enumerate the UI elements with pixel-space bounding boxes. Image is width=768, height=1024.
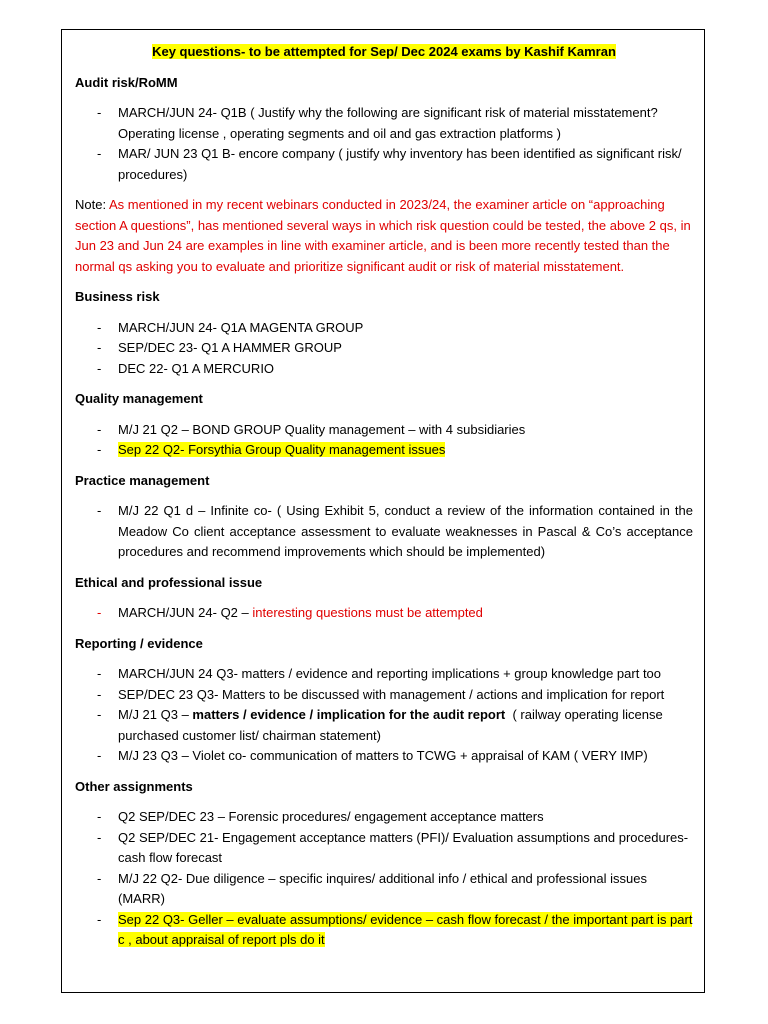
list-item: - MARCH/JUN 24- Q1A MAGENTA GROUP xyxy=(75,318,693,339)
list-item: - M/J 22 Q2- Due diligence – specific inquires/ additional info / ethical and professional issues (MARR) xyxy=(75,869,693,910)
note-paragraph xyxy=(75,195,693,277)
list-item: - M/J 22 Q1 d – Infinite co- ( Using Exhibit 5, conduct a review of the information contained in the Meadow Co client acceptance assessment to evaluate weaknesses in Pascal & Co’s acceptance procedures and recommend improvements which should be implemented) xyxy=(75,501,693,563)
list-item xyxy=(75,603,693,624)
document-title: Key questions- to be attempted for Sep/ Dec 2024 exams by Kashif Kamran xyxy=(152,44,616,59)
list-item: - MARCH/JUN 24 Q3- matters / evidence and reporting implications + group knowledge part too xyxy=(75,664,693,685)
item-red-text: interesting questions must be attempted xyxy=(252,605,483,620)
ethical-list xyxy=(75,603,693,624)
section-heading-business-risk: Business risk xyxy=(75,289,160,304)
list-item: - MAR/ JUN 23 Q1 B- encore company ( justify why inventory has been identified as significant risk/ procedures) xyxy=(75,144,693,185)
list-item: - DEC 22- Q1 A MERCURIO xyxy=(75,359,693,380)
other-assignments-list xyxy=(75,807,693,951)
quality-management-list xyxy=(75,420,693,461)
list-item xyxy=(75,440,693,461)
section-heading-practice-management: Practice management xyxy=(75,472,210,488)
list-item xyxy=(75,705,693,746)
section-heading-audit-risk: Audit risk/RoMM xyxy=(75,74,178,90)
business-risk-list xyxy=(75,318,693,380)
list-item xyxy=(75,910,693,951)
practice-management-list xyxy=(75,501,693,563)
list-item: - Q2 SEP/DEC 21- Engagement acceptance matters (PFI)/ Evaluation assumptions and procedures- cash flow forecast xyxy=(75,828,693,869)
highlighted-text: Sep 22 Q3- Geller – evaluate assumptions/ evidence – cash flow forecast / the important part is part c , about appraisal of report pls do it xyxy=(118,911,693,947)
note-text: As mentioned in my recent webinars conducted in 2023/24, the examiner article on “approaching section A questions”, has mentioned several ways in which risk question could be tested, the above 2 qs, in Jun 23 and Jun 24 are examples in line with examiner article, and is been more recently tested than the normal qs asking you to evaluate and prioritize significant audit or risk of material misstatement. xyxy=(75,197,691,274)
list-item: - M/J 23 Q3 – Violet co- communication of matters to TCWG + appraisal of KAM ( VERY IMP) xyxy=(75,746,693,767)
list-item: - MARCH/JUN 24- Q1B ( Justify why the following are significant risk of material misstatement? Operating license , operating segments and oil and gas extraction platforms ) xyxy=(75,103,693,144)
item-prefix: M/J 21 Q3 – xyxy=(118,707,193,722)
section-heading-quality-management: Quality management xyxy=(75,391,203,406)
list-item: - SEP/DEC 23 Q3- Matters to be discussed with management / actions and implication for report xyxy=(75,685,693,706)
note-label: Note: xyxy=(75,197,109,212)
list-item: - Q2 SEP/DEC 23 – Forensic procedures/ engagement acceptance matters xyxy=(75,807,693,828)
list-item: - M/J 21 Q2 – BOND GROUP Quality management – with 4 subsidiaries xyxy=(75,420,693,441)
reporting-list xyxy=(75,664,693,767)
item-prefix: MARCH/JUN 24- Q2 – xyxy=(118,605,253,620)
document-page xyxy=(61,29,705,993)
section-heading-other-assignments: Other assignments xyxy=(75,778,193,794)
audit-risk-list xyxy=(75,103,693,185)
document-content xyxy=(75,42,693,961)
section-heading-ethical: Ethical and professional issue xyxy=(75,574,263,590)
list-item: - SEP/DEC 23- Q1 A HAMMER GROUP xyxy=(75,338,693,359)
section-heading-reporting: Reporting / evidence xyxy=(75,635,203,651)
item-rest: ( railway operating license purchased customer list/ chairman statement) xyxy=(118,707,667,743)
item-bold-text: matters / evidence / implication for the audit report xyxy=(192,707,506,722)
highlighted-text: Sep 22 Q2- Forsythia Group Quality management issues xyxy=(118,442,446,457)
